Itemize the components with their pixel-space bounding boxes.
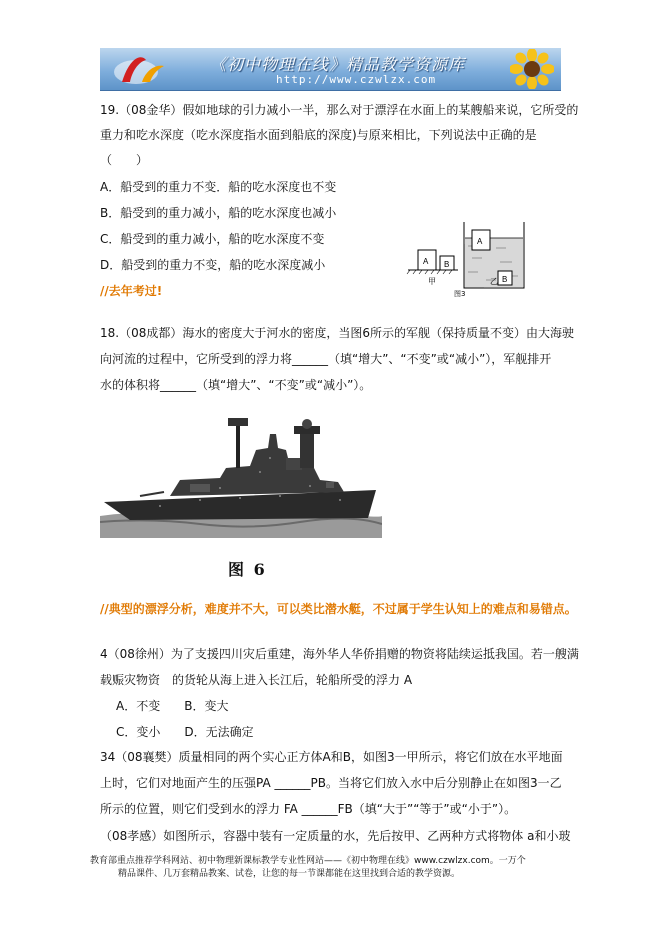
q34-line-3: 所示的位置，则它们受到水的浮力 FA ______FB（填“大于”“等于”或“小于”）。 <box>100 802 517 816</box>
q-last-line-1: （08孝感）如图所示，容器中装有一定质量的水，先后按甲、乙两种方式将物体 a和小玻 <box>100 829 571 843</box>
figure-3-label-jia: 甲 <box>428 277 436 286</box>
site-url: http://www.czwlzx.com <box>276 73 437 86</box>
footer-line-1: 教育部重点推荐学科网站、初中物理新课标教学专业性网站——《初中物理在线》www.czwlzx.com。一万个 <box>90 856 526 866</box>
figure-3-label-a1: A <box>423 257 429 266</box>
q34-line-1: 34（08襄樊）质量相同的两个实心正方体A和B，如图3一甲所示，将它们放在水平地面 <box>100 750 563 764</box>
figure-3-label-a2: A <box>477 237 483 246</box>
site-title: 《初中物理在线》精品教学资源库 <box>210 55 466 74</box>
q19-option-d: D．船受到的重力不变，船的吃水深度减小 <box>100 258 326 272</box>
q4-options-row-1: A．不变 B．变大 <box>116 699 229 713</box>
q34-line-2: 上时，它们对地面产生的压强PA ______PB。当将它们放入水中后分别静止在如图3一乙 <box>100 776 562 790</box>
q19-option-b: B．船受到的重力减小，船的吃水深度也减小 <box>100 206 337 220</box>
q18-line-3: 水的体积将______（填“增大”、“不变”或“减小”）。 <box>100 378 372 392</box>
sunflower-icon <box>510 49 554 89</box>
q18-line-1: 18.（08成都）海水的密度大于河水的密度，当图6所示的军舰（保持质量不变）由大海驶 <box>100 326 574 340</box>
q19-option-a: A．船受到的重力不变．船的吃水深度也不变 <box>100 180 337 194</box>
warship-image <box>100 410 382 538</box>
q19-option-c: C．船受到的重力减小，船的吃水深度不变 <box>100 232 325 246</box>
q18-comment: //典型的漂浮分析，难度并不大，可以类比潜水艇，不过属于学生认知上的难点和易错点。 <box>100 602 577 616</box>
q18-line-2: 向河流的过程中，它所受到的浮力将______（填“增大”、“不变”或“减小”），军舰排开 <box>100 352 552 366</box>
q4-line-1: 4（08徐州）为了支援四川灾后重建，海外华人华侨捐赠的物资将陆续运抵我国。若一艘满 <box>100 647 579 661</box>
figure-6-caption: 图 6 <box>228 560 267 579</box>
q4-line-2: 载赈灾物资 的货轮从海上进入长江后，轮船所受的浮力 A <box>100 673 413 687</box>
figure-3-label-b1: B <box>444 260 450 269</box>
q19-comment: //去年考过! <box>100 284 163 298</box>
q19-line-2: 重力和吃水深度（吃水深度指水面到船底的深度)与原来相比，下列说法中正确的是 <box>100 128 537 142</box>
q4-options-row-2: C．变小 D．无法确定 <box>116 725 254 739</box>
figure-3-diagram <box>406 218 526 298</box>
figure-3-label-b2: B <box>502 275 508 284</box>
figure-3-label-yi: 乙 <box>490 277 498 286</box>
header-banner <box>100 48 561 91</box>
site-logo-icon <box>112 52 172 86</box>
footer-line-2: 精品课件、几万套精品教案、试卷，让您的每一节课都能在这里找到合适的教学资源。 <box>118 869 461 879</box>
figure-3-caption: 图3 <box>454 290 466 298</box>
q19-line-3: （ ） <box>100 153 149 167</box>
q19-line-1: 19.（08金华）假如地球的引力减小一半，那么对于漂浮在水面上的某艘船来说，它所受的 <box>100 103 579 117</box>
